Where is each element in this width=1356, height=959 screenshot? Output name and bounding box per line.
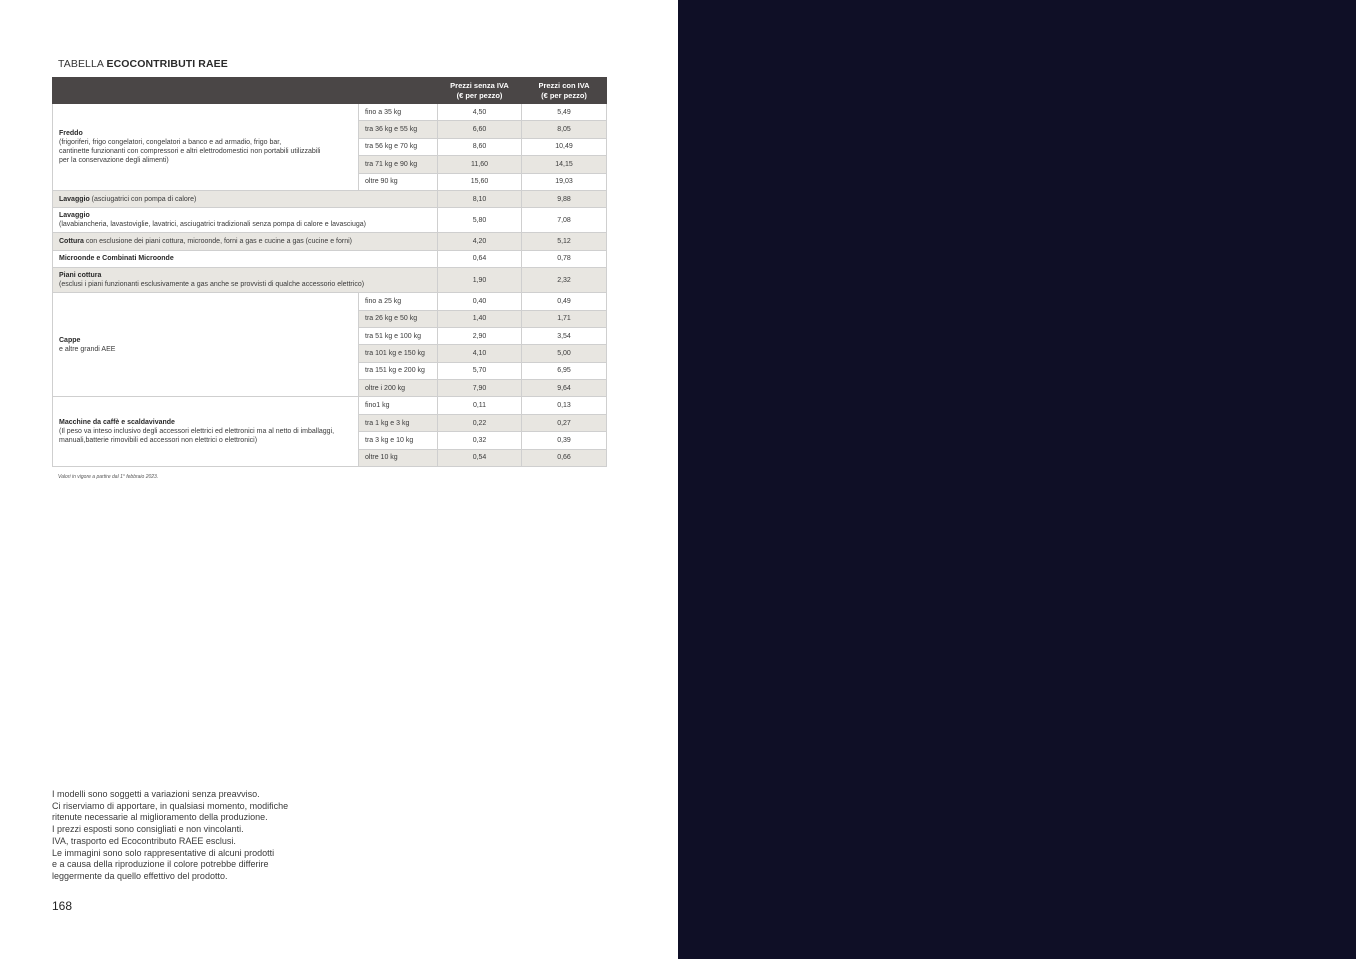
table-row	[53, 293, 607, 310]
price-vat: 0,49	[522, 293, 607, 310]
category-name: Cappe	[59, 336, 81, 344]
price-vat: 6,95	[522, 362, 607, 379]
price-vat: 9,88	[522, 190, 607, 207]
price-vat: 19,03	[522, 173, 607, 190]
header-price-no-vat	[438, 78, 522, 104]
category-desc: (esclusi i piani funzionanti esclusivamente a gas anche se provvisti di qualche accessorio elettrico)	[59, 281, 365, 289]
price-vat: 8,05	[522, 121, 607, 138]
title-prefix: TABELLA	[58, 58, 104, 70]
weight-range: oltre i 200 kg	[359, 380, 438, 397]
page-number: 168	[52, 899, 73, 913]
price-vat: 10,49	[522, 138, 607, 155]
weight-range: tra 3 kg e 10 kg	[359, 432, 438, 449]
disclaimer-line: Le immagini sono solo rappresentative di alcuni prodotti	[52, 847, 275, 858]
price-no-vat: 5,80	[438, 208, 522, 233]
price-vat: 0,27	[522, 414, 607, 431]
price-no-vat: 0,11	[438, 397, 522, 414]
table-header-row	[53, 78, 607, 104]
disclaimer-line: ritenute necessarie al miglioramento della produzione.	[52, 812, 268, 823]
table-row	[53, 104, 607, 121]
category-cappe	[53, 293, 359, 397]
price-vat: 0,78	[522, 250, 607, 267]
category-desc: (frigoriferi, frigo congelatori, congelatori a banco e ad armadio, frigo bar,	[59, 138, 282, 146]
category-caffe	[53, 397, 359, 467]
weight-range: tra 151 kg e 200 kg	[359, 362, 438, 379]
price-vat: 9,64	[522, 380, 607, 397]
weight-range: fino a 25 kg	[359, 293, 438, 310]
table-row	[53, 233, 607, 250]
price-no-vat: 8,60	[438, 138, 522, 155]
price-vat: 0,39	[522, 432, 607, 449]
price-no-vat: 0,54	[438, 449, 522, 466]
header-vat-line2: (€ per pezzo)	[541, 90, 587, 100]
weight-range: oltre 90 kg	[359, 173, 438, 190]
table-row	[53, 268, 607, 293]
category-name: Macchine da caffè e scaldavivande	[59, 419, 175, 427]
price-vat: 14,15	[522, 156, 607, 173]
category-desc: manuali,batterie rimovibili ed accessori non elettrici o elettronici)	[59, 437, 258, 445]
table-row	[53, 250, 607, 267]
category-lavaggio	[53, 208, 438, 233]
disclaimer-line: I modelli sono soggetti a variazioni senza preavviso.	[52, 789, 260, 799]
category-desc: e altre grandi AEE	[59, 345, 116, 353]
price-vat: 3,54	[522, 327, 607, 344]
category-desc: per la conservazione degli alimenti)	[59, 156, 169, 164]
price-no-vat: 0,64	[438, 250, 522, 267]
table-row	[53, 208, 607, 233]
price-no-vat: 0,22	[438, 414, 522, 431]
table-row	[53, 397, 607, 414]
price-no-vat: 0,40	[438, 293, 522, 310]
catalog-page-right	[678, 0, 1356, 959]
price-no-vat: 5,70	[438, 362, 522, 379]
price-no-vat: 2,90	[438, 327, 522, 344]
category-desc: cantinette funzionanti con compressori e altri elettrodomestici non portabili utilizzabili	[59, 147, 321, 155]
category-desc: (Il peso va inteso inclusivo degli accessori elettrici ed elettronici ma al netto di imballaggi,	[59, 428, 335, 436]
header-price-vat	[522, 78, 607, 104]
price-no-vat: 4,10	[438, 345, 522, 362]
disclaimer-text	[52, 789, 352, 883]
category-desc: con esclusione dei piani cottura, microonde, forni a gas e cucine a gas (cucine e forni)	[83, 238, 352, 246]
title-bold: ECOCONTRIBUTI RAEE	[106, 58, 228, 70]
header-vat-line1: Prezzi con IVA	[538, 80, 590, 90]
table-row	[53, 190, 607, 207]
category-piani-cottura	[53, 268, 438, 293]
price-no-vat: 8,10	[438, 190, 522, 207]
category-microonde	[53, 250, 438, 267]
price-vat: 5,00	[522, 345, 607, 362]
weight-range: tra 26 kg e 50 kg	[359, 310, 438, 327]
price-no-vat: 4,50	[438, 104, 522, 121]
price-no-vat: 6,60	[438, 121, 522, 138]
disclaimer-line: Ci riserviamo di apportare, in qualsiasi momento, modifiche	[52, 800, 289, 811]
category-cottura	[53, 233, 438, 250]
category-name: Microonde e Combinati Microonde	[59, 255, 174, 263]
category-name: Freddo	[59, 129, 83, 137]
price-no-vat: 1,90	[438, 268, 522, 293]
table-title	[58, 58, 228, 70]
price-vat: 0,66	[522, 449, 607, 466]
disclaimer-line: e a causa della riproduzione il colore potrebbe differire	[52, 859, 269, 870]
weight-range: tra 51 kg e 100 kg	[359, 327, 438, 344]
price-vat: 5,12	[522, 233, 607, 250]
category-name: Cottura	[59, 238, 84, 246]
header-blank	[53, 78, 438, 104]
disclaimer-line: leggermente da quello effettivo del prodotto.	[52, 870, 228, 881]
category-name: Lavaggio	[59, 212, 90, 220]
category-desc: (lavabiancheria, lavastoviglie, lavatrici, asciugatrici tradizionali senza pompa di calore e lavasciuga)	[59, 221, 366, 229]
category-name: Lavaggio	[59, 195, 90, 203]
price-no-vat: 0,32	[438, 432, 522, 449]
disclaimer-line: I prezzi esposti sono consigliati e non vincolanti.	[52, 824, 244, 835]
weight-range: oltre 10 kg	[359, 449, 438, 466]
price-vat: 2,32	[522, 268, 607, 293]
category-name: Piani cottura	[59, 272, 102, 280]
weight-range: tra 36 kg e 55 kg	[359, 121, 438, 138]
price-no-vat: 7,90	[438, 380, 522, 397]
price-vat: 1,71	[522, 310, 607, 327]
price-vat: 5,49	[522, 104, 607, 121]
weight-range: tra 71 kg e 90 kg	[359, 156, 438, 173]
header-no-vat-line2: (€ per pezzo)	[456, 90, 503, 100]
weight-range: fino a 35 kg	[359, 104, 438, 121]
weight-range: tra 1 kg e 3 kg	[359, 414, 438, 431]
price-no-vat: 15,60	[438, 173, 522, 190]
validity-note: Valori in vigore a partire dal 1° febbraio 2023.	[58, 474, 159, 480]
category-lavaggio-pdc	[53, 190, 438, 207]
price-no-vat: 1,40	[438, 310, 522, 327]
price-vat: 7,08	[522, 208, 607, 233]
weight-range: tra 101 kg e 150 kg	[359, 345, 438, 362]
category-freddo	[53, 104, 359, 191]
price-no-vat: 11,60	[438, 156, 522, 173]
weight-range: fino1 kg	[359, 397, 438, 414]
category-desc: (asciugatrici con pompa di calore)	[89, 195, 197, 203]
price-no-vat: 4,20	[438, 233, 522, 250]
price-vat: 0,13	[522, 397, 607, 414]
ecocontributi-table	[52, 77, 607, 467]
header-no-vat-line1: Prezzi senza IVA	[450, 80, 509, 90]
weight-range: tra 56 kg e 70 kg	[359, 138, 438, 155]
disclaimer-line: IVA, trasporto ed Ecocontributo RAEE esclusi.	[52, 835, 236, 846]
